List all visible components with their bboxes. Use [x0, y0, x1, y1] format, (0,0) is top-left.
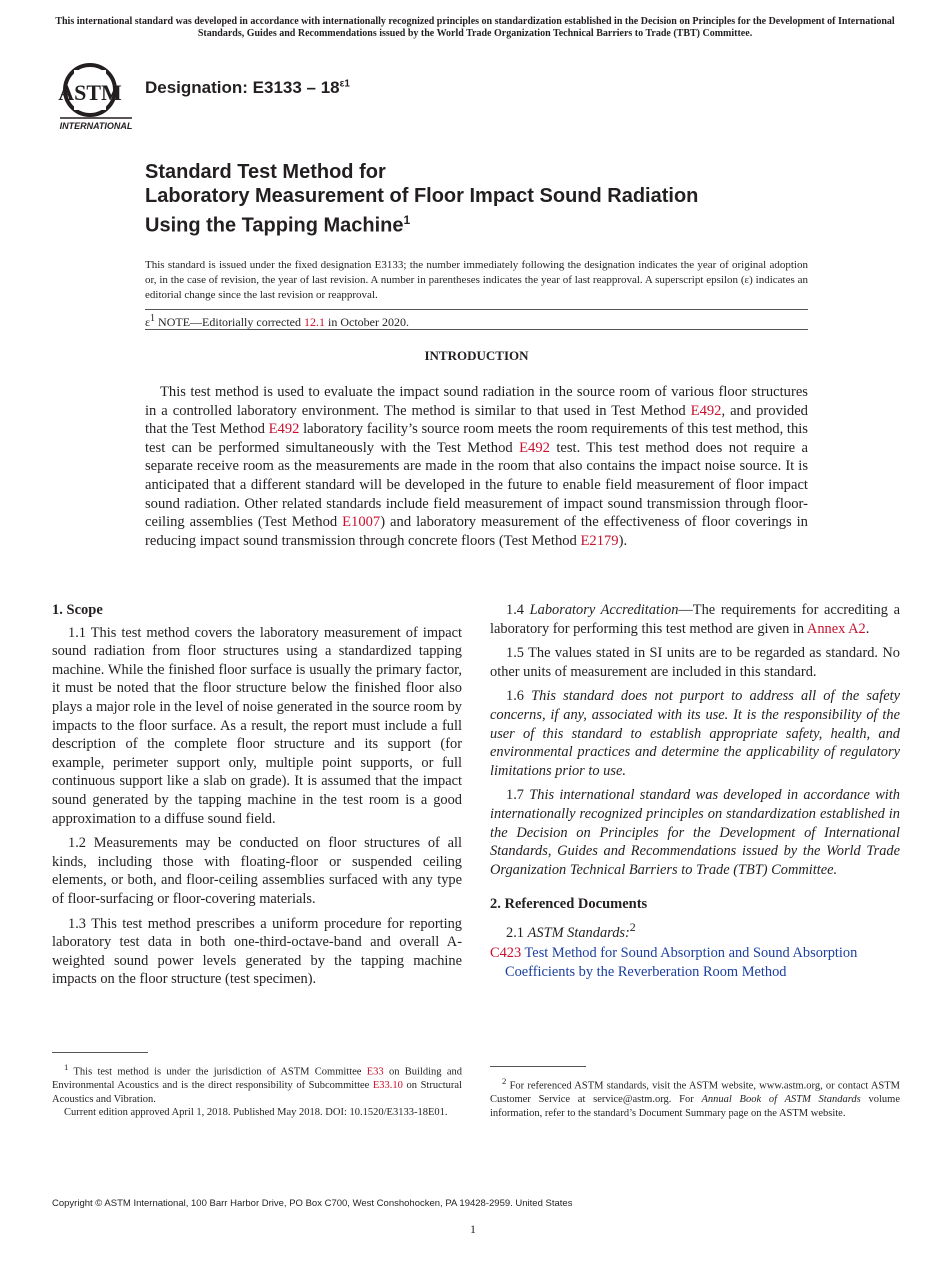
- designation: Designation: $E3133 - 18^{\varepsilon 1}$: [145, 78, 350, 97]
- astm-logo-icon: [52, 60, 136, 132]
- link-e33-10[interactable]: E33.10: [372, 1080, 403, 1091]
- section-1-7: 1.7 This international standard was developed in accordance with internationally recognized principles on standardization established in the Decision on Principles for the Development of International Standards, Guides and Recommendations issued by the World Trade Organization Technical Barriers to Trade (TBT) Committee.: [490, 787, 900, 878]
- reference-c423[interactable]: C423 Test Method for Sound Absorption and Sound Absorption Coefficients by the Reverberation Room Method: [490, 945, 858, 980]
- intro-paragraph: This test method is used to evaluate the impact sound radiation in the source room of various floor structures in a controlled laboratory environment. The method is similar to that used in Test Method E492, and provided that the Test Method E492 laboratory facility’s source room meets the room requirements of this test method, this test can be performed simultaneously with the Test Method E492 test. This test method does not require a separate receive room as the measurements are made in the room that also contains the impact noise source. It is anticipated that a different standard will be developed in the future to enable field measurement of floor impact sound radiation. Other related standards include field measurement of impact sound transmission through floor-ceiling assemblies (Test Method E1007) and laboratory measurement of the effectiveness of floor coverings in reducing impact sound transmission through concrete floors (Test Method E2179).: [145, 384, 808, 549]
- link-e492[interactable]: E492: [268, 421, 300, 438]
- footnote-divider: [52, 1052, 148, 1053]
- section-1-1: 1.1 This test method covers the laboratory measurement of impact sound radiation from floor structures using a standardized tapping machine. While the finished floor surface is usually the primary factor, it must be noted that the floor structure below the finished floor also plays a major role in the level of noise generated in the source room by impacts to the floor surface. As a result, the report must include a full description of the complete floor structure and its support (for example, perimeter support only, multiple point supports, or full continuous support like a slab on grade). It is assumed that the impact sound generated by the tapping machine in the test room is a good approximation to a diffuse sound field.: [52, 624, 462, 827]
- link-e1007[interactable]: E1007: [342, 514, 381, 531]
- top-note: This international standard was developed in accordance with internationally recognized principles on standardization established in the Decision on Principles for the Development of International Standards, Guides and Recommendations issued by the World Trade Organization Technical Barriers to Trade (TBT) Committee.: [55, 16, 895, 39]
- section-1-5: 1.5 The values stated in SI units are to be regarded as standard. No other units of measurement are included in this standard.: [490, 645, 900, 680]
- link-e492[interactable]: E492: [519, 439, 550, 456]
- link-12-1[interactable]: 12.1: [304, 315, 325, 329]
- section-1-3: 1.3 This test method prescribes a uniform procedure for reporting laboratory test data in both one-third-octave-band and overall A-weighted sound power levels generated by the tapping machine impacts on the floor structure (test specimen).: [52, 915, 462, 988]
- referenced-documents-heading: 2. Referenced Documents: [490, 896, 648, 913]
- link-annex-a2[interactable]: Annex A2: [806, 620, 866, 637]
- link-e492[interactable]: E492: [690, 402, 722, 419]
- copyright: Copyright © ASTM International, 100 Barr Harbor Drive, PO Box C700, West Conshohocken, PA 19428-2959. United States: [52, 1198, 573, 1209]
- link-e2179[interactable]: E2179: [580, 532, 619, 549]
- right-column: [490, 601, 900, 987]
- left-column: [52, 601, 462, 995]
- footnote-1: $^1$ This test method is under the jurisdiction of ASTM Committee E33 on Building and Environmental Acoustics and is the direct responsibility of Subcommittee E33.10 on Structural Acoustics and Vibration. Current edition approved April 1, 2018. Published May 2018. DOI: 10.1520/E3133-18E01.: [52, 1062, 462, 1118]
- section-1-6: 1.6 This standard does not purport to address all of the safety concerns, if any, associated with its use. It is the responsibility of the user of this standard to establish appropriate safety, health, and environmental practices and determine the applicability of regulatory limitations prior to use.: [490, 688, 900, 779]
- scope-heading: 1. Scope: [52, 602, 103, 618]
- link-c423[interactable]: C423: [490, 945, 522, 962]
- divider: [145, 309, 808, 310]
- astm-logo: [52, 60, 136, 132]
- logo-sub: INTERNATIONAL: [59, 121, 133, 131]
- section-1-4: 1.4 Laboratory Accreditation—The requirements for accrediting a laboratory for performing this test method are given in Annex A2.: [490, 602, 900, 637]
- divider: [145, 329, 808, 330]
- page-number: 1: [470, 1222, 476, 1236]
- issued-statement: This standard is issued under the fixed designation E3133; the number immediately following the designation indicates the year of original adoption or, in the case of revision, the year of last revision. A number in parentheses indicates the year of last reapproval. A superscript epsilon (ε) indicates an editorial change since the last revision or reapproval.: [145, 259, 808, 301]
- link-e33[interactable]: E33: [366, 1066, 384, 1078]
- epsilon-note: $\varepsilon^1$ NOTE—Editorially corrected 12.1 in October 2020.: [145, 313, 409, 329]
- intro-heading: INTRODUCTION: [424, 348, 529, 363]
- footnote-divider: [490, 1066, 586, 1067]
- section-1-2: 1.2 Measurements may be conducted on floor structures of all kinds, including those with floating-floor or suspended ceiling elements, or both, and floor-ceiling assemblies surfaced with any type of floor-surfacing or floor-covering materials.: [52, 835, 462, 907]
- section-2-1: 2.1 ASTM Standards:$^2$: [506, 919, 636, 941]
- footnote-2: $^2$ For referenced ASTM standards, visit the ASTM website, www.astm.org, or contact ASTM Customer Service at service@astm.org. For Annual Book of ASTM Standards volume information, refer to the standard’s Document Summary page on the ASTM website.: [490, 1076, 900, 1119]
- page-title: Standard Test Method for Laboratory Measurement of Floor Impact Sound Radiation Using the Tapping Machine$^1$: [145, 161, 699, 237]
- logo-letters: ASTM: [58, 80, 122, 105]
